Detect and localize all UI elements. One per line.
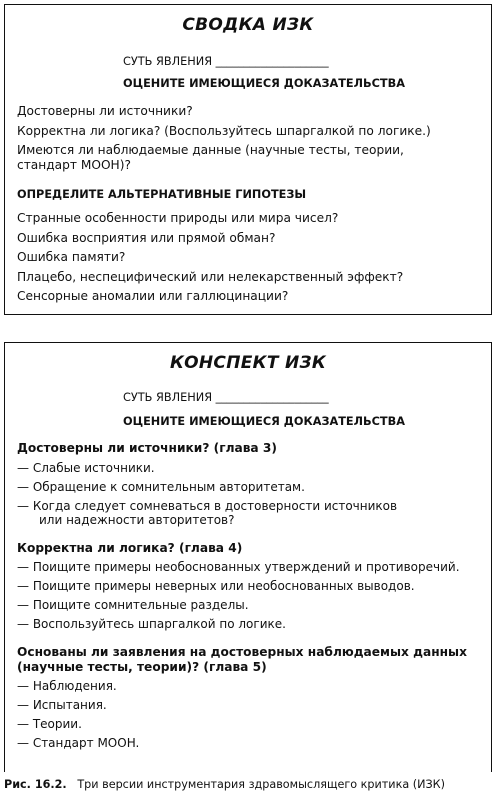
summary-title: СВОДКА ИЗК xyxy=(182,15,314,35)
list-item-continuation: или надежности авторитетов? xyxy=(39,513,235,527)
section-heading-logic: Корректна ли логика? (глава 4) xyxy=(17,541,243,555)
list-item: — Когда следует сомневаться в достоверности источников xyxy=(17,499,398,513)
evaluate-heading: ОЦЕНИТЕ ИМЕЮЩИЕСЯ ДОКАЗАТЕЛЬСТВА xyxy=(123,415,405,428)
list-item: — Стандарт MOOH. xyxy=(17,736,140,750)
alternative-item: Плацебо, неспецифический или нелекарственный эффект? xyxy=(17,270,404,284)
outline-box xyxy=(4,342,492,772)
question-item: Достоверны ли источники? xyxy=(17,104,193,118)
summary-box xyxy=(4,4,492,315)
list-item: — Поищите сомнительные разделы. xyxy=(17,598,249,612)
section-heading-evidence-cont: (научные тесты, теории)? (глава 5) xyxy=(17,660,267,674)
list-item: — Воспользуйтесь шпаргалкой по логике. xyxy=(17,617,286,631)
list-item: — Испытания. xyxy=(17,698,107,712)
alternative-item: Сенсорные аномалии или галлюцинации? xyxy=(17,289,289,303)
caption-text: Три версии инструментария здравомыслящего критика (ИЗК) xyxy=(77,778,445,791)
figure-caption xyxy=(4,778,445,791)
alternative-item: Ошибка памяти? xyxy=(17,250,126,264)
caption-label: Рис. 16.2. xyxy=(4,778,67,791)
list-item: — Теории. xyxy=(17,717,82,731)
alternatives-heading: ОПРЕДЕЛИТЕ АЛЬТЕРНАТИВНЫЕ ГИПОТЕЗЫ xyxy=(17,188,307,201)
list-item: — Слабые источники. xyxy=(17,461,155,475)
question-item: Имеются ли наблюдаемые данные (научные тесты, теории, xyxy=(17,143,404,157)
list-item: — Обращение к сомнительным авторитетам. xyxy=(17,480,305,494)
section-heading-sources: Достоверны ли источники? (глава 3) xyxy=(17,441,277,455)
question-item: Корректна ли логика? (Воспользуйтесь шпаргалкой по логике.) xyxy=(17,124,431,138)
alternative-item: Странные особенности природы или мира чисел? xyxy=(17,211,339,225)
list-item: — Поищите примеры необоснованных утверждений и противоречий. xyxy=(17,560,460,574)
list-item: — Поищите примеры неверных или необоснованных выводов. xyxy=(17,579,415,593)
list-item: — Наблюдения. xyxy=(17,679,117,693)
question-item: стандарт MOOH)? xyxy=(17,158,131,172)
evaluate-heading: ОЦЕНИТЕ ИМЕЮЩИЕСЯ ДОКАЗАТЕЛЬСТВА xyxy=(123,77,405,90)
alternative-item: Ошибка восприятия или прямой обман? xyxy=(17,231,276,245)
outline-title: КОНСПЕКТ ИЗК xyxy=(169,353,327,373)
section-heading-evidence: Основаны ли заявления на достоверных наблюдаемых данных xyxy=(17,645,467,659)
essence-line: СУТЬ ЯВЛЕНИЯ ____________________ xyxy=(123,55,329,68)
essence-line: СУТЬ ЯВЛЕНИЯ ____________________ xyxy=(123,391,329,404)
